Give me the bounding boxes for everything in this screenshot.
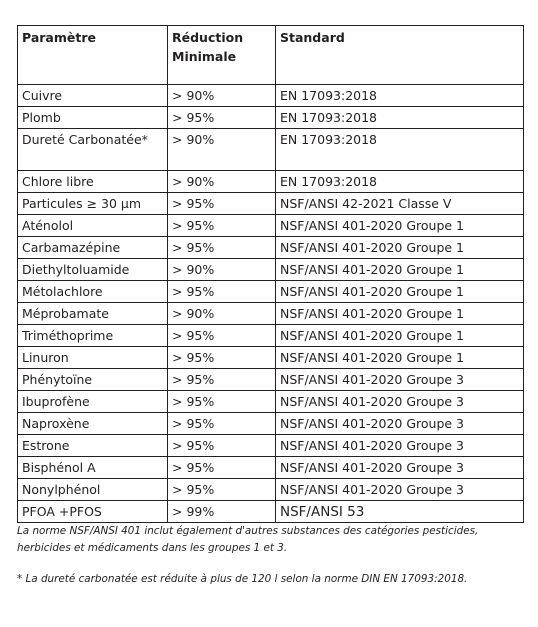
cell-reduction: > 90% [168,85,276,107]
table-row [18,193,524,215]
cell-reduction: > 90% [168,259,276,281]
cell-reduction: > 95% [168,107,276,129]
cell-reduction: > 95% [168,325,276,347]
cell-standard: NSF/ANSI 401-2020 Groupe 3 [276,413,524,435]
table-header-row [18,26,524,85]
cell-parametre: Carbamazépine [18,237,168,259]
cell-parametre: Ibuprofène [18,391,168,413]
table-row [18,171,524,193]
cell-standard: EN 17093:2018 [276,107,524,129]
table-row [18,237,524,259]
cell-standard: NSF/ANSI 401-2020 Groupe 1 [276,215,524,237]
cell-parametre: Méprobamate [18,303,168,325]
cell-parametre: Aténolol [18,215,168,237]
cell-standard: NSF/ANSI 401-2020 Groupe 1 [276,259,524,281]
cell-standard: EN 17093:2018 [276,85,524,107]
cell-standard: NSF/ANSI 53 [276,501,524,523]
cell-standard: NSF/ANSI 401-2020 Groupe 1 [276,325,524,347]
header-parametre: Paramètre [18,26,168,85]
footnote-durete: * La dureté carbonatée est réduite à plus de 120 l selon la norme DIN EN 17093:2018. [17,573,468,585]
cell-parametre: Particules ≥ 30 µm [18,193,168,215]
table-row [18,435,524,457]
cell-reduction: > 95% [168,215,276,237]
cell-parametre: Dureté Carbonatée* [18,129,168,171]
cell-parametre: Triméthoprime [18,325,168,347]
cell-parametre: Estrone [18,435,168,457]
table-row [18,391,524,413]
table-row [18,259,524,281]
cell-standard: NSF/ANSI 42-2021 Classe V [276,193,524,215]
cell-parametre: Cuivre [18,85,168,107]
cell-standard: EN 17093:2018 [276,171,524,193]
table-row [18,347,524,369]
header-reduction: Réduction Minimale [168,26,276,85]
cell-standard: NSF/ANSI 401-2020 Groupe 3 [276,435,524,457]
cell-parametre: Diethyltoluamide [18,259,168,281]
table-row [18,369,524,391]
footnote-nsf: La norme NSF/ANSI 401 inclut également d'autres substances des catégories pesticides, herbicides et médicaments dans les groupes 1 et 3. [17,525,479,554]
table-row [18,479,524,501]
table-row [18,501,524,523]
header-standard: Standard [276,26,524,85]
cell-reduction: > 90% [168,303,276,325]
table-row [18,325,524,347]
cell-standard: NSF/ANSI 401-2020 Groupe 1 [276,281,524,303]
cell-reduction: > 95% [168,391,276,413]
cell-standard: NSF/ANSI 401-2020 Groupe 1 [276,303,524,325]
cell-parametre: Linuron [18,347,168,369]
table-row [18,303,524,325]
cell-parametre: Nonylphénol [18,479,168,501]
cell-standard: NSF/ANSI 401-2020 Groupe 1 [276,347,524,369]
cell-standard: NSF/ANSI 401-2020 Groupe 3 [276,479,524,501]
table-row [18,129,524,171]
table-row [18,413,524,435]
cell-standard: NSF/ANSI 401-2020 Groupe 1 [276,237,524,259]
cell-parametre: Bisphénol A [18,457,168,479]
cell-parametre: PFOA +PFOS [18,501,168,523]
cell-reduction: > 95% [168,369,276,391]
cell-reduction: > 95% [168,413,276,435]
cell-standard: NSF/ANSI 401-2020 Groupe 3 [276,457,524,479]
table-row [18,107,524,129]
cell-parametre: Naproxène [18,413,168,435]
cell-parametre: Chlore libre [18,171,168,193]
table-row [18,215,524,237]
cell-reduction: > 90% [168,171,276,193]
cell-standard: NSF/ANSI 401-2020 Groupe 3 [276,369,524,391]
cell-reduction: > 95% [168,281,276,303]
cell-reduction: > 95% [168,193,276,215]
parameters-table [17,25,524,523]
cell-reduction: > 95% [168,347,276,369]
table-row [18,457,524,479]
cell-parametre: Phénytoïne [18,369,168,391]
cell-reduction: > 95% [168,457,276,479]
cell-parametre: Métolachlore [18,281,168,303]
table-row [18,281,524,303]
cell-reduction: > 90% [168,129,276,171]
cell-reduction: > 95% [168,435,276,457]
cell-standard: NSF/ANSI 401-2020 Groupe 3 [276,391,524,413]
cell-standard: EN 17093:2018 [276,129,524,171]
cell-reduction: > 99% [168,501,276,523]
cell-parametre: Plomb [18,107,168,129]
cell-reduction: > 95% [168,479,276,501]
table-row [18,85,524,107]
cell-reduction: > 95% [168,237,276,259]
table-body [18,85,524,523]
